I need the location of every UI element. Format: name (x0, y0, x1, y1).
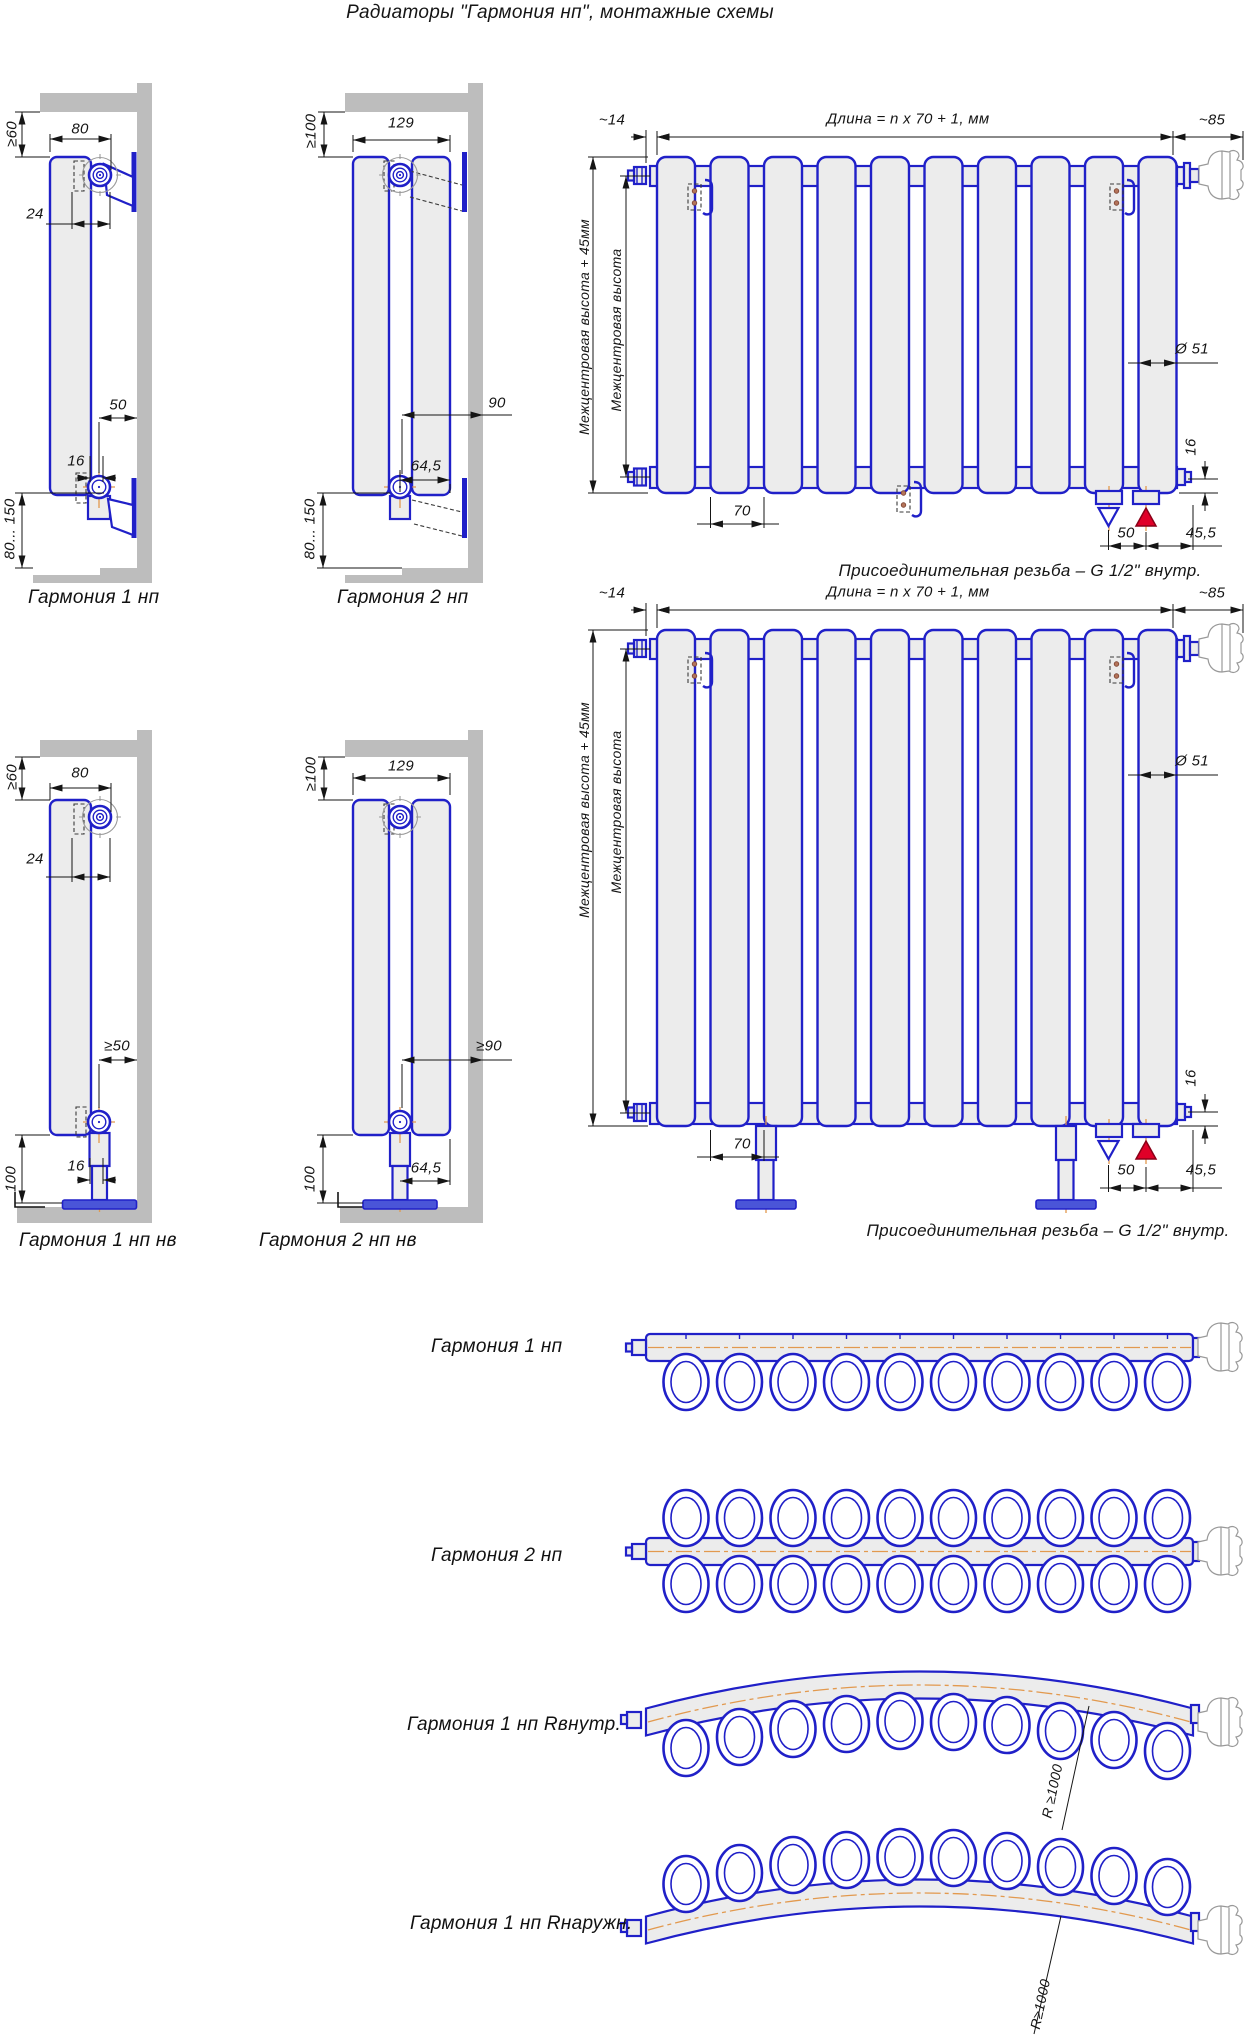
dim-ceiling-gap-1np-nv: ≥60 (3, 764, 21, 790)
dim-stub-row2: ~14 (598, 584, 626, 602)
top-view-1np (626, 1323, 1242, 1410)
dim-drain-row1: 50 (1117, 524, 1135, 542)
inlet-symbol (1136, 508, 1156, 526)
inlet-symbol (1136, 1141, 1156, 1159)
dim-offset-1np-nv: 24 (26, 850, 44, 868)
dim-depth-1np-nv: 80 (71, 764, 89, 782)
dim-floor-2np-nv: 100 (301, 1166, 319, 1192)
drain-symbol (1099, 1141, 1119, 1159)
dim-wall-2np-nv: ≥90 (476, 1037, 502, 1055)
dim-diameter-row1: Ø 51 (1175, 340, 1209, 358)
dim-stub-row1: ~14 (598, 111, 626, 129)
dim-conn-row2: 16 (1182, 1069, 1200, 1087)
label-2np: Гармония 2 нп (337, 587, 469, 608)
dim-drain-row2: 50 (1117, 1161, 1135, 1179)
dim-ceiling-gap-1np: ≥60 (3, 121, 21, 147)
thread-note-row2: Присоединительная резьба – G 1/2" внутр. (866, 1221, 1230, 1240)
dim-height-inner-row1: Межцентровая высота (608, 248, 624, 412)
dim-length-row1: Длина = n x 70 + 1, мм (826, 110, 990, 128)
dim-inlet-row2: 45,5 (1185, 1161, 1217, 1179)
dim-depth-2np: 129 (388, 114, 414, 132)
dim-depth-2np-nv: 129 (388, 757, 414, 775)
dim-depth-1np: 80 (71, 120, 89, 138)
dim-floor-1np: 80... 150 (1, 498, 19, 560)
dim-valve-row1: ~85 (1198, 111, 1226, 129)
dim-wall-2np: 90 (488, 394, 506, 412)
dim-back-1np: 16 (67, 452, 85, 470)
label-2np-nv: Гармония 2 нп нв (259, 1230, 417, 1251)
label-top-view-2np: Гармония 2 нп (431, 1545, 563, 1566)
side-view-1np-floor (15, 730, 152, 1223)
dim-inlet-row1: 45,5 (1185, 524, 1217, 542)
dim-floor-2np: 80... 150 (301, 498, 319, 560)
front-legs (736, 1116, 1096, 1213)
sections-row2 (657, 630, 1177, 1126)
dim-pipe-1np-nv: ≥50 (104, 1037, 130, 1055)
drain-symbol (1099, 508, 1119, 526)
label-top-view-r-outer: Гармония 1 нп Rнаружн. (410, 1913, 633, 1934)
label-1np: Гармония 1 нп (28, 587, 160, 608)
side-view-2np-wall (317, 83, 512, 583)
dim-pitch-row1: 70 (733, 502, 751, 520)
top-view-2np (626, 1490, 1242, 1612)
dim-length-row2: Длина = n x 70 + 1, мм (826, 583, 990, 601)
radius-note-inner: R ≥1000 (1038, 1762, 1066, 1820)
side-view-1np-wall (15, 83, 152, 583)
label-1np-nv: Гармония 1 нп нв (19, 1230, 177, 1251)
label-top-view-1np: Гармония 1 нп (431, 1336, 563, 1357)
dim-height-inner-row2: Межцентровая высота (608, 730, 624, 894)
front-view-row1 (588, 130, 1243, 550)
dim-ceiling-gap-2np: ≥100 (302, 113, 320, 149)
front-view-row2 (588, 603, 1243, 1213)
dim-floor-1np-nv: 100 (2, 1166, 20, 1192)
dim-back-1np-nv: 16 (67, 1157, 85, 1175)
dim-pipe-1np: 50 (109, 396, 127, 414)
sections-row1 (657, 157, 1177, 493)
dim-ceiling-gap-2np-nv: ≥100 (302, 756, 320, 792)
top-view-1np-r-inner (621, 1672, 1242, 1831)
dim-offset-1np: 24 (26, 205, 44, 223)
dim-height-outer-row2: Межцентровая высота + 45мм (576, 702, 592, 918)
top-view-1np-r-outer (621, 1829, 1242, 2034)
dim-valve-row2: ~85 (1198, 584, 1226, 602)
label-top-view-r-inner: Гармония 1 нп Rвнутр. (407, 1714, 622, 1735)
dim-diameter-row2: Ø 51 (1175, 752, 1209, 770)
dim-height-outer-row1: Межцентровая высота + 45мм (576, 219, 592, 435)
side-view-2np-floor (317, 730, 512, 1223)
dim-conn-row1: 16 (1182, 438, 1200, 456)
sheet-title: Радиаторы "Гармония нп", монтажные схемы (346, 2, 774, 23)
dim-pipe-2np-nv: 64,5 (410, 1159, 442, 1177)
radius-note-outer: R≥1000 (1026, 1977, 1054, 2031)
dim-pipe-2np: 64,5 (410, 457, 442, 475)
thread-note-row1: Присоединительная резьба – G 1/2" внутр. (838, 561, 1202, 580)
dim-pitch-row2: 70 (733, 1135, 751, 1153)
